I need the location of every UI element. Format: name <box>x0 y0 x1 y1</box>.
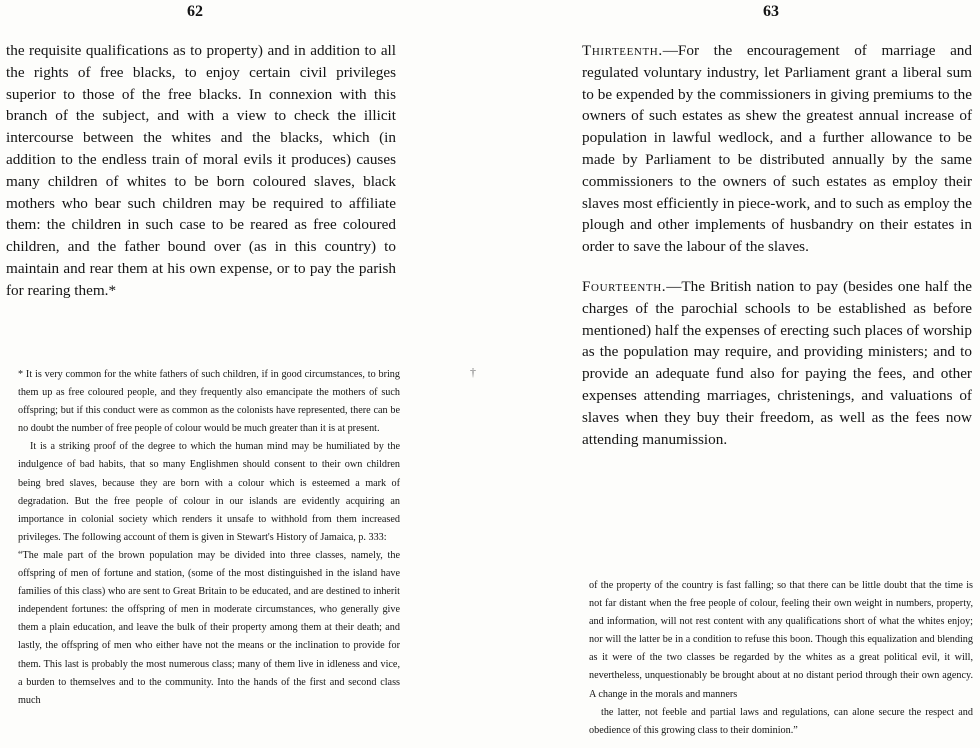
footnote-para-1: * It is very common for the white fathers of such children, if in good circumstances, to bring them up as free coloured people, and they frequently also emancipate the mothers of such offspring; but if this conduct were as common as the colonists have represented, there can be no doubt the number of free people of colour would be much greater than it is at present. <box>18 369 400 435</box>
fourteenth-text: —The British nation to pay (besides one half the charges of the parochial schools to be established as before mentioned) half the expenses of erecting such places of worship as the population may require, and providing ministers; and to provide an adequate fund also for paying the fees, and other expenses attending marriages, christenings, and valuations of slaves when they buy their freedom, as well as the fees now attending manumission. <box>582 277 972 448</box>
left-paragraph: the requisite qualifications as to property) and in addition to all the rights of free blacks, to enjoy certain civil privileges superior to those of the free blacks. In connexion with this branch of the subject, and with a view to check the illicit intercourse between the whites and the blacks, which (in addition to the endless train of moral evils it produces) causes many children of whites to be born coloured slaves, black mothers who bear such children may be required to affiliate them: the children in such case to be reared as free coloured children, and the father bound over (as in this country) to maintain and rear them at his own expense, or to pay the parish for rearing them.* <box>6 42 396 299</box>
thirteenth-heading: Thirteenth. <box>582 42 663 59</box>
fourteenth-paragraph <box>582 276 972 450</box>
gutter-mark: † <box>470 365 476 379</box>
footnote-quote: “The male part of the brown population may be divided into three classes, namely, the offspring of men of fortune and station, (some of the most distinguished in the island have families of this class) who are sent to Great Britain to be educated, and are destined to inherit independent fortunes: the offspring of men in moderate circumstances, who generally give them a plain education, and leave the bulk of their property among them at their death; and lastly, the offspring of men who either have not the means or the inclination to provide for them. This last is probably the most numerous class; many of them live in idleness and vice, a burden to themselves and to the community. Into the hands of the first and second class much <box>18 549 400 706</box>
right-page <box>580 0 975 748</box>
thirteenth-paragraph <box>582 40 972 258</box>
page-number-right: 63 <box>763 3 779 20</box>
left-page <box>0 0 405 748</box>
right-footnote <box>589 577 973 740</box>
footnote-continuation: of the property of the country is fast falling; so that there can be little doubt that the time is not far distant when the free people of colour, feeling their own weight in numbers, property, and information, will not rest content with any qualifications short of what the whites enjoy; nor will the latter be in a condition to refuse this boon. Though this equalization and blending as it were of the two classes be regarded by the whites as a great political evil, it will, nevertheless, unquestionably be brought about at no distant period through their own agency. A change in the morals and manners <box>589 580 973 700</box>
footnote-final: the latter, not feeble and partial laws and regulations, can alone secure the respect and obedience of this growing class to their dominion.” <box>589 706 973 736</box>
thirteenth-text: —For the encouragement of marriage and regulated voluntary industry, let Parliament grant a liberal sum to be expended by the commissioners in giving premiums to the owners of such estates as shew the greatest annual increase of population in lawful wedlock, and a further allowance to be made by Parliament to be distributed annually by the same commissioners to the owners of such estates as employ their slaves most efficiently in piece-work, and to such as employ the plough and other implements of husbandry on their estates in order to save the labour of the slaves. <box>582 42 972 256</box>
right-body-text <box>582 40 972 450</box>
footnote-para-2: It is a striking proof of the degree to which the human mind may be humiliated by the indulgence of bad habits, that so many Englishmen should consent to their own children being bred slaves, because they are born with a colour which is esteemed a mark of degradation. But the free people of colour in our islands are evidently acquiring an importance in colonial society which renders it unsafe to withhold from them increased privileges. The following account of them is given in Stewart's History of Jamaica, p. 333: <box>18 441 400 543</box>
fourteenth-heading: Fourteenth. <box>582 277 667 295</box>
page-number-left: 62 <box>187 3 203 20</box>
left-body-text <box>6 40 396 302</box>
left-footnote <box>18 366 400 710</box>
